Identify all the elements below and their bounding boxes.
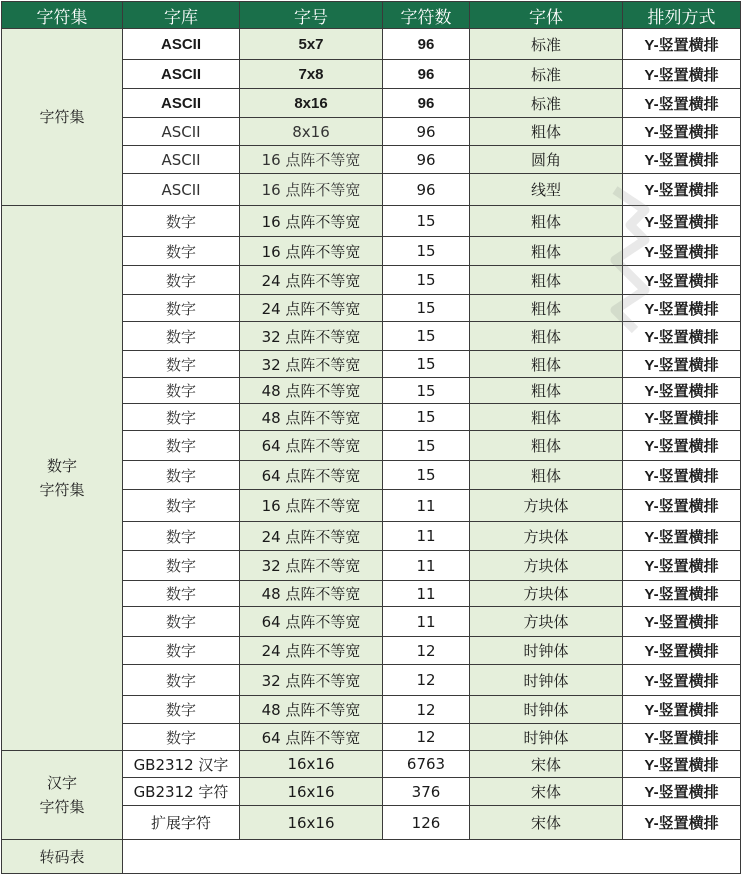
library-cell: 数字 — [123, 461, 240, 490]
header-row — [2, 2, 741, 29]
library-cell: 数字 — [123, 322, 240, 351]
arrange-cell: Y-竖置横排 — [623, 551, 741, 581]
font-cell: 标准 — [470, 60, 623, 89]
size-cell: 8x16 — [240, 118, 383, 146]
size-cell: 7x8 — [240, 60, 383, 89]
size-cell: 24 点阵不等宽 — [240, 637, 383, 665]
arrange-cell: Y-竖置横排 — [623, 778, 741, 806]
count-cell: 6763 — [383, 751, 470, 778]
library-cell: 数字 — [123, 696, 240, 724]
library-cell: 数字 — [123, 206, 240, 237]
count-cell: 96 — [383, 118, 470, 146]
library-cell: 数字 — [123, 237, 240, 266]
library-cell: 数字 — [123, 665, 240, 696]
count-cell: 12 — [383, 665, 470, 696]
count-cell: 126 — [383, 806, 470, 840]
font-cell: 粗体 — [470, 206, 623, 237]
library-cell: 数字 — [123, 581, 240, 607]
arrange-cell: Y-竖置横排 — [623, 404, 741, 431]
table-row — [2, 751, 741, 778]
library-cell: ASCII — [123, 146, 240, 174]
font-cell: 粗体 — [470, 237, 623, 266]
arrange-cell: Y-竖置横排 — [623, 266, 741, 295]
size-cell: 32 点阵不等宽 — [240, 351, 383, 378]
library-cell: 数字 — [123, 404, 240, 431]
count-cell: 12 — [383, 637, 470, 665]
arrange-cell: Y-竖置横排 — [623, 461, 741, 490]
size-cell: 48 点阵不等宽 — [240, 378, 383, 404]
charset-group-cell: 转码表 — [2, 840, 123, 874]
library-cell: 数字 — [123, 431, 240, 461]
size-cell: 32 点阵不等宽 — [240, 665, 383, 696]
library-cell: ASCII — [123, 174, 240, 206]
arrange-cell: Y-竖置横排 — [623, 60, 741, 89]
size-cell: 64 点阵不等宽 — [240, 724, 383, 751]
font-cell: 粗体 — [470, 378, 623, 404]
arrange-cell: Y-竖置横排 — [623, 637, 741, 665]
header-font: 字体 — [470, 2, 623, 29]
size-cell: 16 点阵不等宽 — [240, 206, 383, 237]
charset-group-cell: 数字 字符集 — [2, 206, 123, 751]
library-cell: ASCII — [123, 118, 240, 146]
font-cell: 粗体 — [470, 404, 623, 431]
count-cell: 15 — [383, 266, 470, 295]
arrange-cell: Y-竖置横排 — [623, 295, 741, 322]
count-cell: 96 — [383, 146, 470, 174]
arrange-cell: Y-竖置横排 — [623, 581, 741, 607]
table-row — [2, 840, 741, 874]
font-cell: 宋体 — [470, 806, 623, 840]
library-cell: ASCII — [123, 60, 240, 89]
count-cell: 96 — [383, 60, 470, 89]
font-cell: 方块体 — [470, 607, 623, 637]
size-cell: 48 点阵不等宽 — [240, 404, 383, 431]
size-cell: 16 点阵不等宽 — [240, 174, 383, 206]
font-library-table — [1, 1, 741, 874]
count-cell: 376 — [383, 778, 470, 806]
library-cell: ASCII — [123, 29, 240, 60]
size-cell: 64 点阵不等宽 — [240, 431, 383, 461]
size-cell: 24 点阵不等宽 — [240, 266, 383, 295]
arrange-cell: Y-竖置横排 — [623, 206, 741, 237]
arrange-cell: Y-竖置横排 — [623, 351, 741, 378]
size-cell: 32 点阵不等宽 — [240, 322, 383, 351]
font-cell: 方块体 — [470, 522, 623, 551]
header-count: 字符数 — [383, 2, 470, 29]
size-cell: 24 点阵不等宽 — [240, 295, 383, 322]
count-cell: 96 — [383, 174, 470, 206]
arrange-cell: Y-竖置横排 — [623, 237, 741, 266]
count-cell: 15 — [383, 378, 470, 404]
count-cell: 11 — [383, 522, 470, 551]
arrange-cell: Y-竖置横排 — [623, 490, 741, 522]
size-cell: 8x16 — [240, 89, 383, 118]
count-cell: 11 — [383, 581, 470, 607]
size-cell: 16x16 — [240, 778, 383, 806]
library-cell: 数字 — [123, 351, 240, 378]
library-cell: 数字 — [123, 295, 240, 322]
size-cell: 16x16 — [240, 806, 383, 840]
font-cell: 方块体 — [470, 551, 623, 581]
arrange-cell: Y-竖置横排 — [623, 431, 741, 461]
font-cell: 粗体 — [470, 431, 623, 461]
count-cell: 15 — [383, 461, 470, 490]
arrange-cell: Y-竖置横排 — [623, 665, 741, 696]
arrange-cell: Y-竖置横排 — [623, 696, 741, 724]
library-cell: 数字 — [123, 490, 240, 522]
arrange-cell: Y-竖置横排 — [623, 806, 741, 840]
library-cell: GB2312 字符 — [123, 778, 240, 806]
size-cell: 32 点阵不等宽 — [240, 551, 383, 581]
size-cell: 16 点阵不等宽 — [240, 237, 383, 266]
library-cell: 数字 — [123, 607, 240, 637]
font-cell: 线型 — [470, 174, 623, 206]
header-charset: 字符集 — [2, 2, 123, 29]
size-cell: 16 点阵不等宽 — [240, 490, 383, 522]
arrange-cell: Y-竖置横排 — [623, 89, 741, 118]
font-cell: 粗体 — [470, 266, 623, 295]
table-row — [2, 29, 741, 60]
charset-group-cell: 汉字 字符集 — [2, 751, 123, 840]
font-cell: 标准 — [470, 89, 623, 118]
count-cell: 15 — [383, 206, 470, 237]
table-row — [2, 206, 741, 237]
size-cell: 24 点阵不等宽 — [240, 522, 383, 551]
empty-cell — [123, 840, 741, 874]
font-cell: 方块体 — [470, 490, 623, 522]
count-cell: 12 — [383, 724, 470, 751]
count-cell: 11 — [383, 607, 470, 637]
size-cell: 48 点阵不等宽 — [240, 581, 383, 607]
font-cell: 粗体 — [470, 322, 623, 351]
count-cell: 96 — [383, 89, 470, 118]
size-cell: 48 点阵不等宽 — [240, 696, 383, 724]
count-cell: 15 — [383, 295, 470, 322]
count-cell: 11 — [383, 490, 470, 522]
font-cell: 圆角 — [470, 146, 623, 174]
library-cell: ASCII — [123, 89, 240, 118]
arrange-cell: Y-竖置横排 — [623, 118, 741, 146]
library-cell: 数字 — [123, 378, 240, 404]
library-cell: 数字 — [123, 637, 240, 665]
arrange-cell: Y-竖置横排 — [623, 322, 741, 351]
count-cell: 15 — [383, 404, 470, 431]
font-cell: 标准 — [470, 29, 623, 60]
count-cell: 12 — [383, 696, 470, 724]
font-cell: 粗体 — [470, 295, 623, 322]
size-cell: 16x16 — [240, 751, 383, 778]
header-size: 字号 — [240, 2, 383, 29]
arrange-cell: Y-竖置横排 — [623, 378, 741, 404]
font-cell: 时钟体 — [470, 665, 623, 696]
size-cell: 64 点阵不等宽 — [240, 461, 383, 490]
arrange-cell: Y-竖置横排 — [623, 146, 741, 174]
font-cell: 粗体 — [470, 461, 623, 490]
font-cell: 宋体 — [470, 751, 623, 778]
library-cell: 数字 — [123, 522, 240, 551]
count-cell: 15 — [383, 237, 470, 266]
size-cell: 16 点阵不等宽 — [240, 146, 383, 174]
header-library: 字库 — [123, 2, 240, 29]
count-cell: 15 — [383, 431, 470, 461]
library-cell: 数字 — [123, 266, 240, 295]
size-cell: 5x7 — [240, 29, 383, 60]
arrange-cell: Y-竖置横排 — [623, 29, 741, 60]
library-cell: 扩展字符 — [123, 806, 240, 840]
library-cell: 数字 — [123, 551, 240, 581]
arrange-cell: Y-竖置横排 — [623, 751, 741, 778]
library-cell: 数字 — [123, 724, 240, 751]
font-cell: 粗体 — [470, 351, 623, 378]
count-cell: 96 — [383, 29, 470, 60]
arrange-cell: Y-竖置横排 — [623, 724, 741, 751]
count-cell: 11 — [383, 551, 470, 581]
font-cell: 时钟体 — [470, 637, 623, 665]
charset-group-cell: 字符集 — [2, 29, 123, 206]
library-cell: GB2312 汉字 — [123, 751, 240, 778]
font-cell: 粗体 — [470, 118, 623, 146]
count-cell: 15 — [383, 351, 470, 378]
arrange-cell: Y-竖置横排 — [623, 174, 741, 206]
font-cell: 宋体 — [470, 778, 623, 806]
font-cell: 时钟体 — [470, 724, 623, 751]
count-cell: 15 — [383, 322, 470, 351]
arrange-cell: Y-竖置横排 — [623, 522, 741, 551]
arrange-cell: Y-竖置横排 — [623, 607, 741, 637]
size-cell: 64 点阵不等宽 — [240, 607, 383, 637]
font-cell: 方块体 — [470, 581, 623, 607]
font-cell: 时钟体 — [470, 696, 623, 724]
header-arrange: 排列方式 — [623, 2, 741, 29]
